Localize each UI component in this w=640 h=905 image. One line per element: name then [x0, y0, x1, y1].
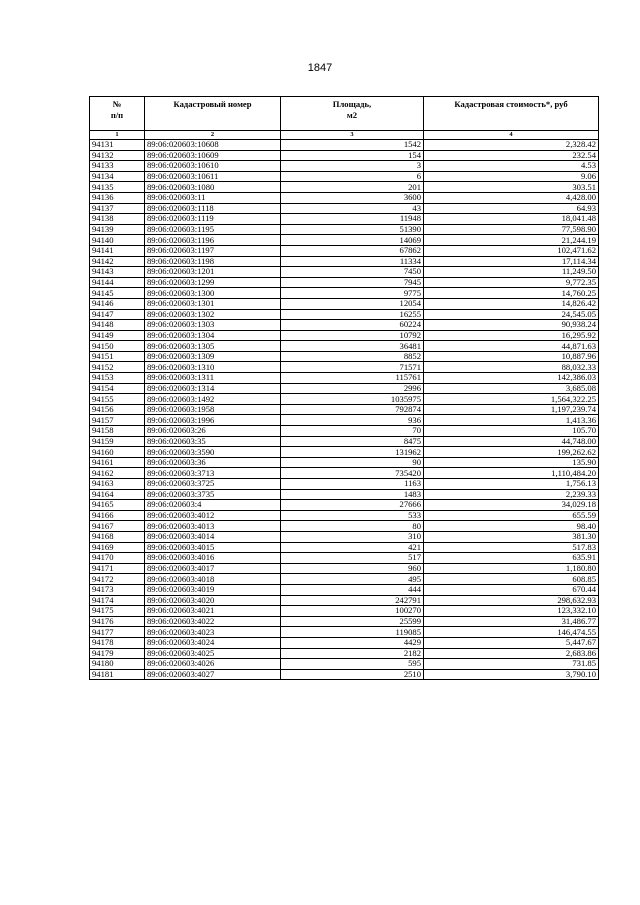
cost-value: 2,328.42 — [424, 140, 599, 151]
cadastral-number: 89:06:020603:1201 — [145, 267, 281, 278]
row-number: 94163 — [90, 479, 145, 490]
area-value: 27666 — [281, 500, 424, 511]
area-value: 11334 — [281, 256, 424, 267]
area-value: 2182 — [281, 648, 424, 659]
row-number: 94135 — [90, 182, 145, 193]
area-value: 2996 — [281, 383, 424, 394]
area-value: 10792 — [281, 330, 424, 341]
cadastral-number: 89:06:020603:4018 — [145, 574, 281, 585]
cadastral-number: 89:06:020603:26 — [145, 426, 281, 437]
cadastral-number: 89:06:020603:1304 — [145, 330, 281, 341]
cost-value: 90,938.24 — [424, 320, 599, 331]
area-value: 131962 — [281, 447, 424, 458]
table-row — [90, 373, 599, 384]
area-value: 444 — [281, 584, 424, 595]
area-value: 1542 — [281, 140, 424, 151]
cadastral-number: 89:06:020603:10608 — [145, 140, 281, 151]
cost-value: 11,249.50 — [424, 267, 599, 278]
row-number: 94133 — [90, 161, 145, 172]
row-number: 94160 — [90, 447, 145, 458]
table-row — [90, 415, 599, 426]
cost-value: 635.91 — [424, 553, 599, 564]
cost-value: 77,598.90 — [424, 224, 599, 235]
table-row — [90, 479, 599, 490]
row-number: 94176 — [90, 616, 145, 627]
area-value: 595 — [281, 659, 424, 670]
table-row — [90, 298, 599, 309]
cost-value: 381.30 — [424, 531, 599, 542]
cost-value: 98.40 — [424, 521, 599, 532]
table-row — [90, 256, 599, 267]
area-value: 201 — [281, 182, 424, 193]
cadastral-number: 89:06:020603:10611 — [145, 171, 281, 182]
table-row — [90, 500, 599, 511]
table-row — [90, 383, 599, 394]
row-number: 94172 — [90, 574, 145, 585]
cost-value: 10,887.96 — [424, 351, 599, 362]
table-row — [90, 457, 599, 468]
area-value: 8475 — [281, 436, 424, 447]
cost-value: 2,683.86 — [424, 648, 599, 659]
area-value: 3600 — [281, 192, 424, 203]
area-value: 6 — [281, 171, 424, 182]
cost-value: 298,632.93 — [424, 595, 599, 606]
table-row — [90, 531, 599, 542]
cost-value: 1,180.80 — [424, 563, 599, 574]
cadastral-number: 89:06:020603:1314 — [145, 383, 281, 394]
cost-value: 105.70 — [424, 426, 599, 437]
cost-value: 44,871.63 — [424, 341, 599, 352]
row-number: 94155 — [90, 394, 145, 405]
column-number: 3 — [281, 131, 424, 140]
cadastral-number: 89:06:020603:3725 — [145, 479, 281, 490]
cost-value: 17,114.34 — [424, 256, 599, 267]
cost-value: 14,826.42 — [424, 298, 599, 309]
table-row — [90, 659, 599, 670]
cost-value: 1,756.13 — [424, 479, 599, 490]
cost-value: 18,041.48 — [424, 214, 599, 225]
cost-value: 4,428.00 — [424, 192, 599, 203]
row-number: 94136 — [90, 192, 145, 203]
cost-value: 146,474.55 — [424, 627, 599, 638]
cost-value: 303.51 — [424, 182, 599, 193]
row-number: 94174 — [90, 595, 145, 606]
row-number: 94149 — [90, 330, 145, 341]
area-value: 8852 — [281, 351, 424, 362]
cost-value: 135.90 — [424, 457, 599, 468]
cost-value: 24,545.05 — [424, 309, 599, 320]
area-value: 792874 — [281, 404, 424, 415]
area-value: 90 — [281, 457, 424, 468]
cost-value: 655.59 — [424, 510, 599, 521]
area-value: 310 — [281, 531, 424, 542]
cost-value: 44,748.00 — [424, 436, 599, 447]
row-number: 94148 — [90, 320, 145, 331]
cadastral-number: 89:06:020603:1299 — [145, 277, 281, 288]
row-number: 94178 — [90, 637, 145, 648]
cadastral-number: 89:06:020603:1119 — [145, 214, 281, 225]
cadastral-number: 89:06:020603:1958 — [145, 404, 281, 415]
area-value: 60224 — [281, 320, 424, 331]
cost-value: 9,772.35 — [424, 277, 599, 288]
row-number: 94142 — [90, 256, 145, 267]
cost-value: 21,244.19 — [424, 235, 599, 246]
row-number: 94157 — [90, 415, 145, 426]
cost-value: 232.54 — [424, 150, 599, 161]
cost-value: 102,471.62 — [424, 245, 599, 256]
column-number: 4 — [424, 131, 599, 140]
table-row — [90, 224, 599, 235]
area-value: 960 — [281, 563, 424, 574]
cadastral-number: 89:06:020603:1080 — [145, 182, 281, 193]
table-row — [90, 468, 599, 479]
area-value: 154 — [281, 150, 424, 161]
cost-value: 3,685.08 — [424, 383, 599, 394]
table-row — [90, 637, 599, 648]
row-number: 94151 — [90, 351, 145, 362]
cost-value: 4.53 — [424, 161, 599, 172]
table-row — [90, 447, 599, 458]
row-number: 94144 — [90, 277, 145, 288]
cadastral-number: 89:06:020603:1195 — [145, 224, 281, 235]
row-number: 94154 — [90, 383, 145, 394]
row-number: 94161 — [90, 457, 145, 468]
cadastral-number: 89:06:020603:4017 — [145, 563, 281, 574]
cost-value: 1,110,484.20 — [424, 468, 599, 479]
area-value: 36481 — [281, 341, 424, 352]
table-row — [90, 235, 599, 246]
cadastral-number: 89:06:020603:1311 — [145, 373, 281, 384]
table-row — [90, 309, 599, 320]
cost-value: 5,447.67 — [424, 637, 599, 648]
area-value: 2510 — [281, 669, 424, 680]
cadastral-number: 89:06:020603:11 — [145, 192, 281, 203]
table-row — [90, 277, 599, 288]
cadastral-number: 89:06:020603:3735 — [145, 489, 281, 500]
table-row — [90, 245, 599, 256]
cadastral-number: 89:06:020603:1310 — [145, 362, 281, 373]
cadastral-number: 89:06:020603:1309 — [145, 351, 281, 362]
row-number: 94168 — [90, 531, 145, 542]
cadastral-number: 89:06:020603:4025 — [145, 648, 281, 659]
area-value: 9775 — [281, 288, 424, 299]
cost-value: 123,332.10 — [424, 606, 599, 617]
cost-value: 1,197,239.74 — [424, 404, 599, 415]
row-number: 94164 — [90, 489, 145, 500]
row-number: 94166 — [90, 510, 145, 521]
cadastral-number: 89:06:020603:10610 — [145, 161, 281, 172]
table-row — [90, 288, 599, 299]
row-number: 94152 — [90, 362, 145, 373]
header-cadastral-cost: Кадастровая стоимость*, руб — [424, 97, 599, 131]
area-value: 100270 — [281, 606, 424, 617]
cost-value: 517.83 — [424, 542, 599, 553]
cadastral-number: 89:06:020603:4012 — [145, 510, 281, 521]
cost-value: 2,239.33 — [424, 489, 599, 500]
table-row — [90, 404, 599, 415]
area-value: 242791 — [281, 595, 424, 606]
cost-value: 88,032.33 — [424, 362, 599, 373]
cadastral-number: 89:06:020603:3713 — [145, 468, 281, 479]
area-value: 1163 — [281, 479, 424, 490]
row-number: 94147 — [90, 309, 145, 320]
area-value: 70 — [281, 426, 424, 437]
table-row — [90, 341, 599, 352]
table-row — [90, 362, 599, 373]
table-row — [90, 574, 599, 585]
row-number: 94139 — [90, 224, 145, 235]
area-value: 25599 — [281, 616, 424, 627]
area-value: 7450 — [281, 267, 424, 278]
cadastral-number: 89:06:020603:1305 — [145, 341, 281, 352]
area-value: 421 — [281, 542, 424, 553]
table-row — [90, 203, 599, 214]
cadastral-number: 89:06:020603:4 — [145, 500, 281, 511]
area-value: 3 — [281, 161, 424, 172]
area-value: 71571 — [281, 362, 424, 373]
header-area: Площадь, м2 — [281, 97, 424, 131]
header-cadastral-number: Кадастровый номер — [145, 97, 281, 131]
table-row — [90, 182, 599, 193]
row-number: 94159 — [90, 436, 145, 447]
table-row — [90, 394, 599, 405]
column-number: 1 — [90, 131, 145, 140]
cadastral-number: 89:06:020603:4013 — [145, 521, 281, 532]
row-number: 94162 — [90, 468, 145, 479]
cadastral-number: 89:06:020603:4022 — [145, 616, 281, 627]
row-number: 94167 — [90, 521, 145, 532]
area-value: 4429 — [281, 637, 424, 648]
cost-value: 731.85 — [424, 659, 599, 670]
area-value: 51390 — [281, 224, 424, 235]
table-row — [90, 161, 599, 172]
area-value: 14069 — [281, 235, 424, 246]
area-value: 11948 — [281, 214, 424, 225]
row-number: 94165 — [90, 500, 145, 511]
table-row — [90, 426, 599, 437]
table-row — [90, 553, 599, 564]
page-number: 1847 — [307, 62, 333, 74]
row-number: 94179 — [90, 648, 145, 659]
row-number: 94158 — [90, 426, 145, 437]
table-row — [90, 627, 599, 638]
cadastral-number: 89:06:020603:3590 — [145, 447, 281, 458]
area-value: 1483 — [281, 489, 424, 500]
cadastral-number: 89:06:020603:4015 — [145, 542, 281, 553]
cadastral-number: 89:06:020603:4016 — [145, 553, 281, 564]
cadastral-number: 89:06:020603:1118 — [145, 203, 281, 214]
column-number: 2 — [145, 131, 281, 140]
row-number: 94180 — [90, 659, 145, 670]
area-value: 1035975 — [281, 394, 424, 405]
cost-value: 31,486.77 — [424, 616, 599, 627]
row-number: 94146 — [90, 298, 145, 309]
cost-value: 64.93 — [424, 203, 599, 214]
cadastral-number: 89:06:020603:4027 — [145, 669, 281, 680]
row-number: 94137 — [90, 203, 145, 214]
row-number: 94177 — [90, 627, 145, 638]
table-row — [90, 140, 599, 151]
row-number: 94153 — [90, 373, 145, 384]
cadastral-number: 89:06:020603:1303 — [145, 320, 281, 331]
table-header-row — [90, 97, 599, 131]
cadastral-number: 89:06:020603:36 — [145, 457, 281, 468]
area-value: 119085 — [281, 627, 424, 638]
row-number: 94150 — [90, 341, 145, 352]
table-row — [90, 330, 599, 341]
table-row — [90, 521, 599, 532]
area-value: 67862 — [281, 245, 424, 256]
table-row — [90, 489, 599, 500]
cost-value: 14,760.25 — [424, 288, 599, 299]
row-number: 94140 — [90, 235, 145, 246]
cadastral-number: 89:06:020603:4026 — [145, 659, 281, 670]
cadastral-number: 89:06:020603:1197 — [145, 245, 281, 256]
area-value: 43 — [281, 203, 424, 214]
column-number-row — [90, 131, 599, 140]
cadastral-number: 89:06:020603:4014 — [145, 531, 281, 542]
cost-value: 142,386.03 — [424, 373, 599, 384]
table-row — [90, 542, 599, 553]
cadastral-number: 89:06:020603:1492 — [145, 394, 281, 405]
table-row — [90, 436, 599, 447]
cost-value: 9.06 — [424, 171, 599, 182]
cadastral-number: 89:06:020603:1300 — [145, 288, 281, 299]
table-row — [90, 669, 599, 680]
row-number: 94170 — [90, 553, 145, 564]
cadastral-number: 89:06:020603:1302 — [145, 309, 281, 320]
table-row — [90, 320, 599, 331]
cadastral-number: 89:06:020603:4020 — [145, 595, 281, 606]
table-row — [90, 584, 599, 595]
cadastral-registry-table — [89, 96, 599, 680]
cadastral-number: 89:06:020603:4024 — [145, 637, 281, 648]
row-number: 94171 — [90, 563, 145, 574]
area-value: 80 — [281, 521, 424, 532]
row-number: 94173 — [90, 584, 145, 595]
cost-value: 1,413.36 — [424, 415, 599, 426]
area-value: 735420 — [281, 468, 424, 479]
cadastral-number: 89:06:020603:1301 — [145, 298, 281, 309]
row-number: 94145 — [90, 288, 145, 299]
area-value: 16255 — [281, 309, 424, 320]
row-number: 94132 — [90, 150, 145, 161]
table-row — [90, 648, 599, 659]
cost-value: 199,262.62 — [424, 447, 599, 458]
table-row — [90, 267, 599, 278]
row-number: 94141 — [90, 245, 145, 256]
table-row — [90, 563, 599, 574]
cost-value: 3,790.10 — [424, 669, 599, 680]
area-value: 517 — [281, 553, 424, 564]
table-row — [90, 214, 599, 225]
cadastral-number: 89:06:020603:1996 — [145, 415, 281, 426]
row-number: 94169 — [90, 542, 145, 553]
cost-value: 16,295.92 — [424, 330, 599, 341]
row-number: 94143 — [90, 267, 145, 278]
header-number: № п/п — [90, 97, 145, 131]
table-row — [90, 616, 599, 627]
cost-value: 670.44 — [424, 584, 599, 595]
cost-value: 1,564,322.25 — [424, 394, 599, 405]
area-value: 7945 — [281, 277, 424, 288]
table-row — [90, 351, 599, 362]
row-number: 94138 — [90, 214, 145, 225]
cadastral-number: 89:06:020603:10609 — [145, 150, 281, 161]
cadastral-number: 89:06:020603:4019 — [145, 584, 281, 595]
cost-value: 608.85 — [424, 574, 599, 585]
table-row — [90, 510, 599, 521]
table-row — [90, 192, 599, 203]
row-number: 94131 — [90, 140, 145, 151]
area-value: 12054 — [281, 298, 424, 309]
cadastral-number: 89:06:020603:1198 — [145, 256, 281, 267]
table-body — [90, 140, 599, 680]
row-number: 94134 — [90, 171, 145, 182]
table-row — [90, 150, 599, 161]
cost-value: 34,029.18 — [424, 500, 599, 511]
area-value: 936 — [281, 415, 424, 426]
row-number: 94181 — [90, 669, 145, 680]
table-row — [90, 606, 599, 617]
cadastral-number: 89:06:020603:35 — [145, 436, 281, 447]
table-row — [90, 595, 599, 606]
cadastral-number: 89:06:020603:4021 — [145, 606, 281, 617]
row-number: 94175 — [90, 606, 145, 617]
row-number: 94156 — [90, 404, 145, 415]
area-value: 115761 — [281, 373, 424, 384]
area-value: 495 — [281, 574, 424, 585]
table-row — [90, 171, 599, 182]
cadastral-number: 89:06:020603:4023 — [145, 627, 281, 638]
cadastral-number: 89:06:020603:1196 — [145, 235, 281, 246]
area-value: 533 — [281, 510, 424, 521]
